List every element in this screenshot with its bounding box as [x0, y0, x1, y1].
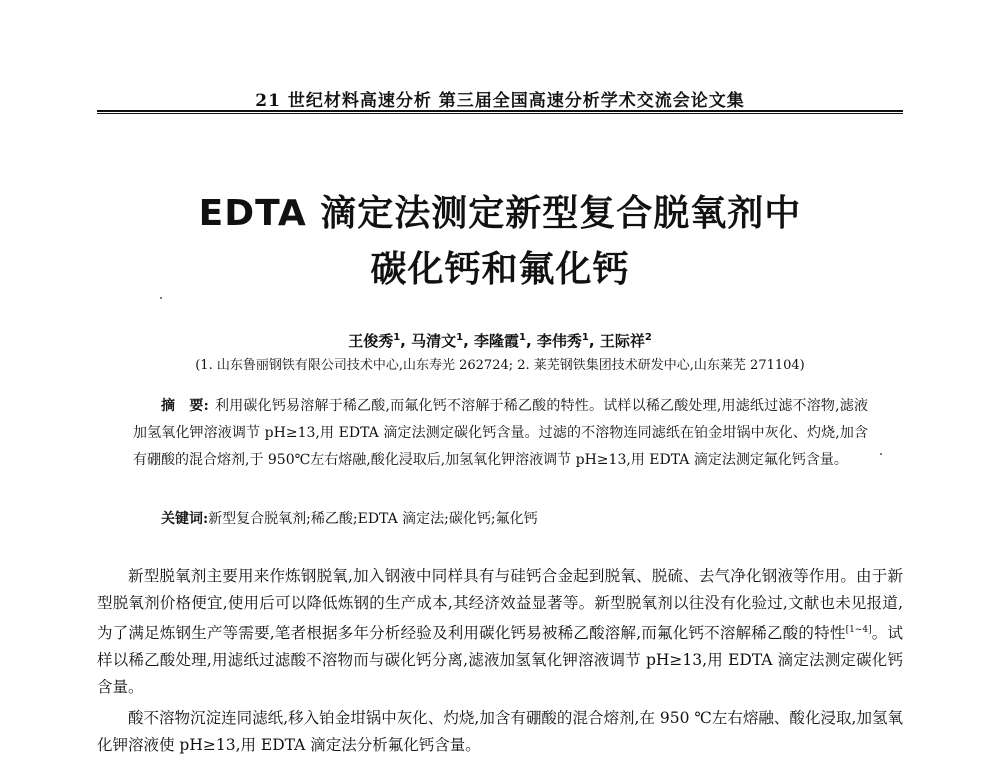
keywords-label: 关键词: — [161, 511, 209, 527]
title-line-1: EDTA 滴定法测定新型复合脱氧剂中 — [198, 193, 802, 234]
keywords — [133, 508, 868, 528]
abstract-label: 摘 要: — [161, 398, 209, 414]
scan-speck — [160, 297, 162, 299]
body-paragraph-1 — [97, 563, 903, 701]
body-p1-text: 新型脱氧剂主要用来作炼钢脱氧,加入钢液中同样具有与硅钙合金起到脱氧、脱硫、去气净化钢液等作用。由于新型脱氧剂价格便宜,使用后可以降低炼钢的生产成本,其经济效益显著等。新型脱氧剂以往没有化验过,文献也未见报道,为了满足炼钢生产等需要,笔者根据多年分析经验及利用碳化钙易被稀乙酸溶解,而氟化钙不溶解稀乙酸的特性 — [97, 567, 903, 643]
citation-ref: [1~4] — [845, 625, 872, 635]
body-p1-tail: 。试样以稀乙酸处理,用滤纸过滤酸不溶物而与碳化钙分离,滤液加氢氧化钾溶液调节 pH≥13,用 EDTA 滴定法测定碳化钙含量。 — [97, 624, 903, 697]
author-name: 李隆霞 — [474, 332, 520, 350]
author-affil-mark: 1 — [581, 332, 589, 343]
author-affil-mark: 1 — [393, 332, 401, 343]
author-affil-mark: 1 — [456, 332, 464, 343]
author-list: 王俊秀$^1$, 马清文$^1$, 李隆霞$^1$, 李伟秀$^1$, 王际祥$^2$ — [348, 332, 652, 350]
author-name: 王际祥 — [599, 332, 645, 350]
body-text — [97, 563, 903, 759]
abstract — [133, 393, 868, 474]
scan-speck — [880, 453, 882, 455]
affiliations: (1. 山东鲁丽钢铁有限公司技术中心,山东寿光 262724; 2. 莱芜钢铁集团技术研发中心,山东莱芜 271104) — [195, 358, 805, 373]
author-affil-mark: 2 — [644, 332, 652, 343]
keywords-text: 新型复合脱氧剂;稀乙酸;EDTA 滴定法;碳化钙;氟化钙 — [208, 511, 538, 527]
running-header: 21 世纪材料高速分析 第三届全国高速分析学术交流会论文集 — [255, 91, 745, 111]
title-line-2: 碳化钙和氟化钙 — [370, 249, 630, 290]
author-name: 马清文 — [411, 332, 457, 350]
body-paragraph-2: 酸不溶物沉淀连同滤纸,移入铂金坩锅中灰化、灼烧,加含有硼酸的混合熔剂,在 950 ℃左右熔融、酸化浸取,加氢氧化钾溶液使 pH≥13,用 EDTA 滴定法分析氟化钙含量。 — [97, 709, 903, 755]
author-name: 王俊秀 — [348, 332, 394, 350]
abstract-text: 利用碳化钙易溶解于稀乙酸,而氟化钙不溶解于稀乙酸的特性。试样以稀乙酸处理,用滤纸过滤不溶物,滤液加氢氧化钾溶液调节 pH≥13,用 EDTA 滴定法测定碳化钙含量。过滤的不溶物连同滤纸在铂金坩锅中灰化、灼烧,加含有硼酸的混合熔剂,于 950℃左右熔融,酸化浸取后,加氢氧化钾溶液调节 pH≥13,用 EDTA 滴定法测定氟化钙含量。 — [133, 398, 868, 468]
author-name: 李伟秀 — [536, 332, 582, 350]
header-rule — [97, 110, 903, 114]
paper-title — [100, 186, 900, 298]
author-affil-mark: 1 — [519, 332, 526, 343]
